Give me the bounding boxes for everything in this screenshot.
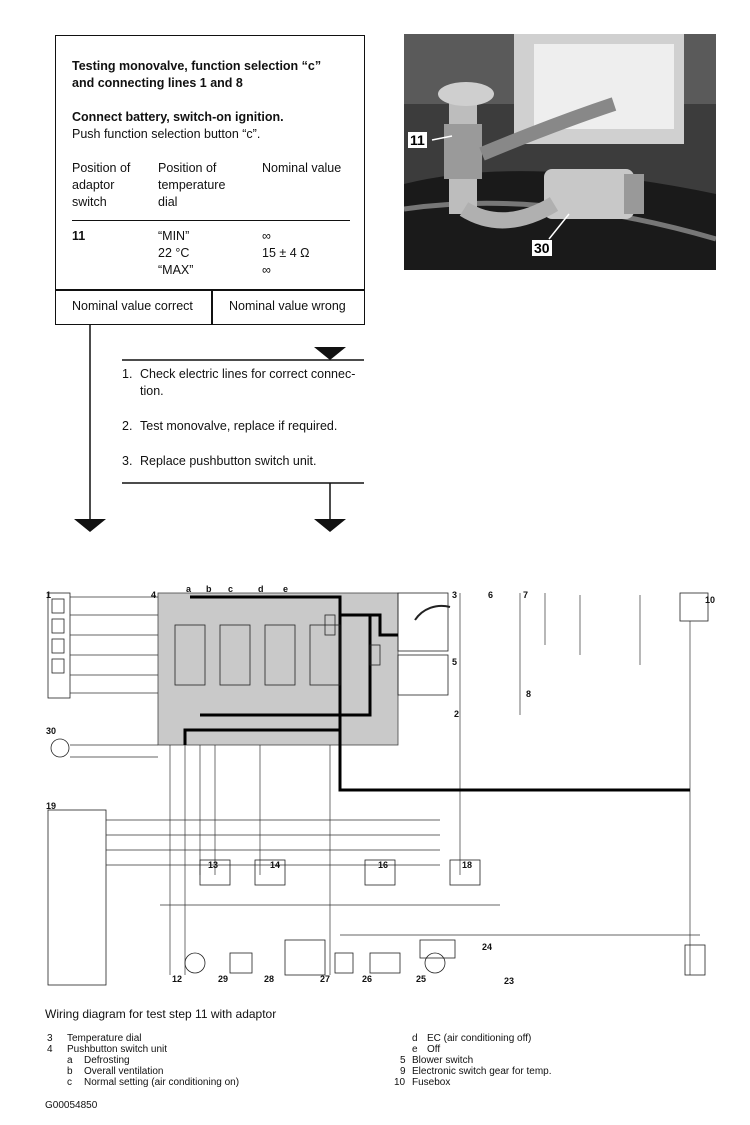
dia-num-4: 4 xyxy=(151,590,157,600)
dia-num-1: 1 xyxy=(46,590,52,600)
nominal-22c: 15 ± 4 Ω xyxy=(262,246,310,260)
result-wrong: Nominal value wrong xyxy=(229,299,346,313)
dia-num-5: 5 xyxy=(452,657,458,667)
dial-min: “MIN” xyxy=(158,229,190,243)
dia-num-d: d xyxy=(258,584,264,594)
step-1-line2: tion. xyxy=(140,384,164,398)
dia-num-30: 30 xyxy=(46,726,57,736)
dia-num-18: 18 xyxy=(462,860,473,870)
legend-right-d-key: d xyxy=(412,1033,418,1044)
dia-num-3: 3 xyxy=(452,590,458,600)
dial-max: “MAX” xyxy=(158,263,194,277)
instruction-line1: Connect battery, switch-on ignition. xyxy=(72,110,284,124)
dial-22c: 22 °C xyxy=(158,246,190,260)
legend-right-9-val: Electronic switch gear for temp. xyxy=(412,1066,552,1077)
diagram-caption: Wiring diagram for test step 11 with adaptor xyxy=(45,1007,277,1021)
dia-num-b: b xyxy=(206,584,212,594)
legend-right-e-val: Off xyxy=(427,1044,441,1055)
dia-num-14: 14 xyxy=(270,860,281,870)
nominal-min: ∞ xyxy=(262,229,271,243)
nominal-max: ∞ xyxy=(262,263,271,277)
dia-num-10: 10 xyxy=(705,595,716,605)
step-3-text: Replace pushbutton switch unit. xyxy=(140,454,317,468)
col-header-adaptor-1: Position of xyxy=(72,161,131,175)
dia-num-19: 19 xyxy=(46,801,57,811)
step-2-text: Test monovalve, replace if required. xyxy=(140,419,338,433)
legend-left-4-key: 4 xyxy=(47,1044,53,1055)
switch-position: 11 xyxy=(72,229,86,243)
legend-left-3-key: 3 xyxy=(47,1033,53,1044)
dia-num-c: c xyxy=(228,584,234,594)
legend-left-a-key: a xyxy=(67,1055,73,1066)
dia-num-28: 28 xyxy=(264,974,275,984)
step-3-number: 3. xyxy=(122,454,133,468)
dia-num-8: 8 xyxy=(526,689,532,699)
legend-left-c-key: c xyxy=(67,1077,72,1088)
legend-left-3-val: Temperature dial xyxy=(67,1033,142,1044)
result-correct: Nominal value correct xyxy=(72,299,193,313)
dia-num-6: 6 xyxy=(488,590,494,600)
dia-num-27: 27 xyxy=(320,974,331,984)
dia-num-2: 2 xyxy=(454,709,460,719)
dia-num-7: 7 xyxy=(523,590,529,600)
photo-illustration xyxy=(404,34,716,270)
legend-left-b-key: b xyxy=(67,1066,73,1077)
dia-num-23: 23 xyxy=(504,976,515,986)
legend-right-10-val: Fusebox xyxy=(412,1077,451,1088)
col-header-adaptor-2: adaptor xyxy=(72,178,115,192)
col-header-dial-2: temperature xyxy=(158,178,226,192)
dia-num-13: 13 xyxy=(208,860,219,870)
col-header-dial-1: Position of xyxy=(158,161,217,175)
legend-right-5-val: Blower switch xyxy=(412,1055,474,1066)
dia-num-26: 26 xyxy=(362,974,373,984)
step-1-line1: Check electric lines for correct connec- xyxy=(140,367,356,381)
legend-right-5-key: 5 xyxy=(400,1055,406,1066)
test-title-line2: and connecting lines 1 and 8 xyxy=(72,76,243,90)
legend-left-b-val: Overall ventilation xyxy=(84,1066,164,1077)
step-1-number: 1. xyxy=(122,367,133,381)
dia-num-e: e xyxy=(283,584,289,594)
dia-num-24: 24 xyxy=(482,942,493,952)
legend-left-4-val: Pushbutton switch unit xyxy=(67,1044,168,1055)
legend-right-d-val: EC (air conditioning off) xyxy=(427,1033,532,1044)
dia-num-16: 16 xyxy=(378,860,389,870)
figure-id: G00054850 xyxy=(45,1100,98,1111)
col-header-nominal: Nominal value xyxy=(262,161,342,175)
dia-num-12: 12 xyxy=(172,974,183,984)
legend-right-9-key: 9 xyxy=(400,1066,406,1077)
photo-label-30: 30 xyxy=(534,240,550,256)
col-header-adaptor-3: switch xyxy=(72,195,107,209)
legend-right-e-key: e xyxy=(412,1044,418,1055)
step-2-number: 2. xyxy=(122,419,133,433)
dia-num-29: 29 xyxy=(218,974,229,984)
wiring-diagram xyxy=(40,585,730,995)
instruction-line2: Push function selection button “c”. xyxy=(72,127,261,141)
monovalve-photo xyxy=(404,34,716,270)
col-header-dial-3: dial xyxy=(158,195,178,209)
photo-label-11: 11 xyxy=(410,132,425,148)
legend-left-a-val: Defrosting xyxy=(84,1055,130,1066)
legend-right-10-key: 10 xyxy=(394,1077,406,1088)
legend-left-c-val: Normal setting (air conditioning on) xyxy=(84,1077,240,1088)
test-title-line1: Testing monovalve, function selection “c” xyxy=(72,59,322,73)
dia-num-a: a xyxy=(186,584,192,594)
dia-num-25: 25 xyxy=(416,974,427,984)
